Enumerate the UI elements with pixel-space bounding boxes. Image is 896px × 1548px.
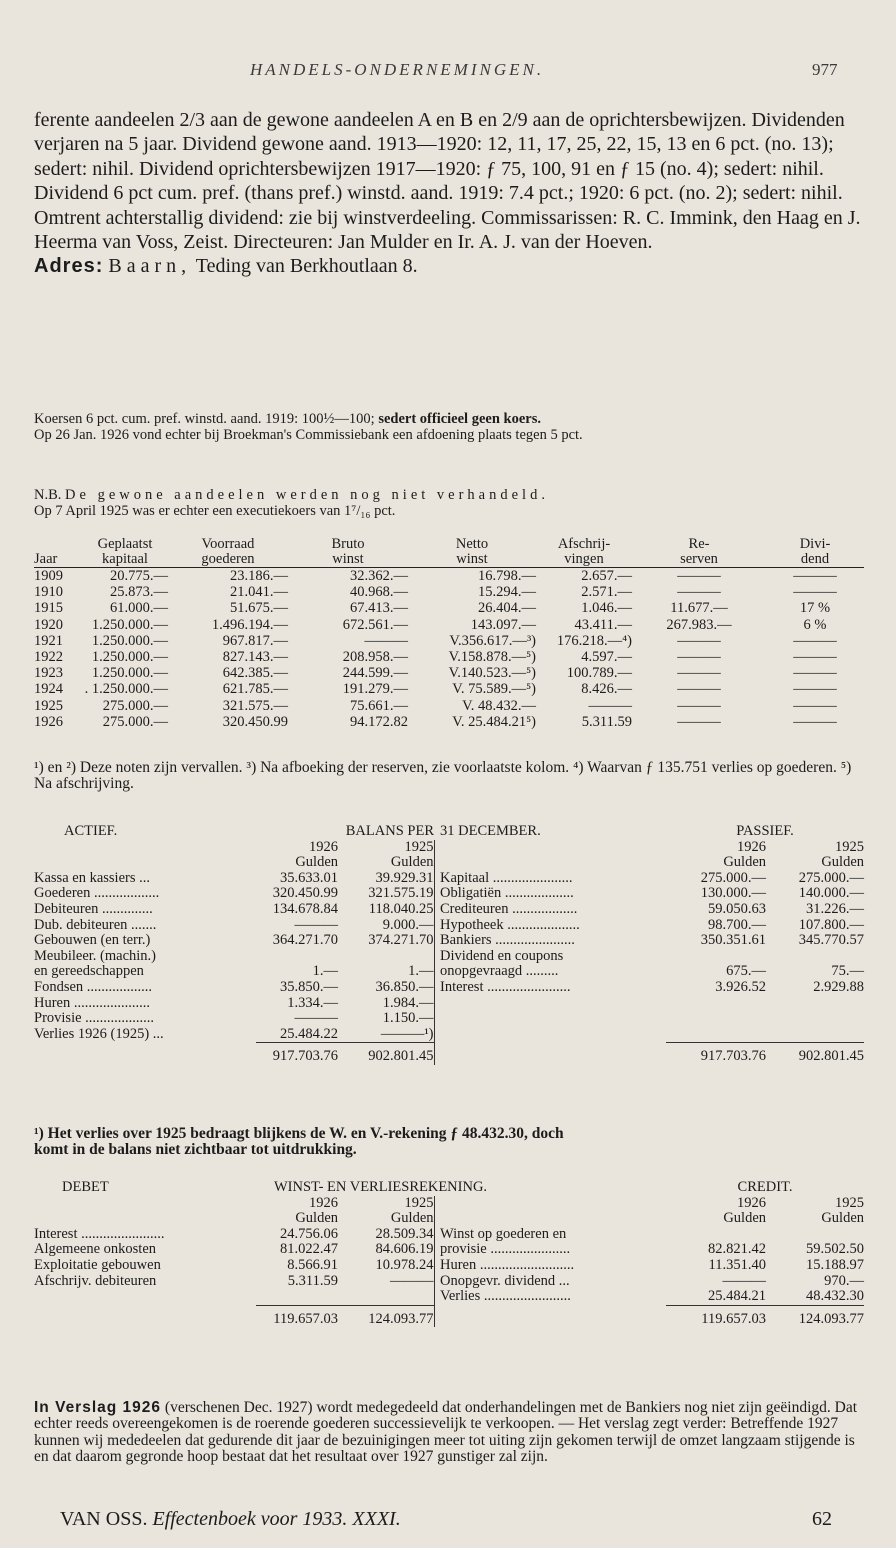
pl-totals-row (34, 1306, 864, 1328)
balance-right-label: PASSIEF. (736, 823, 794, 839)
year-table-cell: 75.661.— (350, 697, 408, 714)
balance-right-cell (666, 1027, 766, 1043)
year-table-row (34, 633, 864, 649)
balance-left-cell: Meubileer. (machin.) (34, 947, 156, 964)
balance-row (34, 902, 864, 918)
balance-footnote-line-1: ¹) Het verlies over 1925 bedraagt blijkens de W. en V.-rekening ƒ 48.432.30, doch (34, 1125, 564, 1142)
year-table-cell: 1.250.000.— (91, 665, 168, 682)
intro-paragraph: ferente aandeelen 2/3 aan de gewone aandeelen A en B en 2/9 aan de oprichtersbewijzen. Dividenden verjaren na 5 jaar. Dividend gewone aand. 1913—1920: 12, 11, 17, 25, 22, 15, 13 en 6 pct. (no. 13); sedert: nihil. Dividend oprichtersbewijzen 1917—1920: ƒ 75, 100, 91 en ƒ 15 (no. 4); sedert: nihil. Dividend 6 pct cum. pref. (thans pref.) winstd. aand. 1919: 7.4 pct.; 1920: 6 pct. (no. 2); sedert: nihil. Omtrent achterstallig dividend: zie bij winstverdeeling. Commissarissen: R. C. Immink, den Haag en J. Heerma van Voss, Zeist. Directeuren: Jan Mulder en Ir. A. J. van der Hoeven. (34, 109, 861, 254)
pl-year-1926-right: 1926 (737, 1194, 766, 1211)
year-table-header-cell: Jaar (34, 552, 82, 568)
year-table-header-cell: dend (766, 552, 864, 568)
footer-author: VAN OSS. (60, 1508, 148, 1530)
year-table-row (34, 568, 864, 585)
header-page-number: 977 (812, 60, 838, 79)
balance-title-2: 31 DECEMBER. (440, 823, 541, 839)
balance-year-1926-left: 1926 (309, 838, 338, 855)
balance-sheet (34, 824, 864, 1065)
balance-right-cell (440, 1011, 666, 1027)
pl-unit: Gulden (821, 1210, 864, 1227)
balance-right-cell (666, 996, 766, 1012)
verslag-text: (verschenen Dec. 1927) wordt medegedeeld dat onderhandelingen met de Bankiers nog niet zijn geëindigd. Dat echter reeds overeengekomen is de roerende goederen successievelijk te verkoopen. — Het verslag zegt verder: Betreffende 1927 kunnen wij mededeelen dat gedurende dit jaar de bezuinigingen meer tot uiting zijn gekomen terwijl de omzet langzaam stijgende is en dat daarom gegronde hoop bestaat dat het resultaat over 1927 gunstiger zal zijn. (34, 1399, 858, 1465)
year-table-row (34, 681, 864, 697)
balance-left-cell: 1.984.— (382, 994, 434, 1011)
year-table-cell: 967.817.— (222, 632, 288, 649)
balance-left-cell: 1.334.— (287, 994, 338, 1011)
year-table-cell: 143.097.— (470, 616, 536, 633)
year-table-cell: 11.677.— (670, 600, 728, 617)
pl-left-cell: 5.311.59 (287, 1272, 338, 1289)
year-table-header-cell: Divi- (799, 536, 831, 552)
balance-unit: Gulden (723, 854, 766, 871)
balance-right-cell: Obligatiën ................... (440, 885, 574, 902)
pl-left-cell (256, 1289, 338, 1305)
year-table-cell: 15.294.— (478, 584, 536, 601)
balance-right-cell: 107.800.— (798, 916, 864, 933)
balance-right-cell: 75.— (831, 963, 864, 980)
balance-right-cell: 31.226.— (806, 900, 864, 917)
balance-total-1925-left: 902.801.45 (368, 1048, 434, 1065)
balance-right-cell: 140.000.— (798, 885, 864, 902)
balance-right-cell (440, 996, 666, 1012)
year-table-cell: ——— (793, 568, 837, 584)
balance-right-cell (666, 949, 766, 965)
year-table-cell: 267.983.— (666, 616, 732, 633)
year-table-row (34, 665, 864, 681)
pl-unit: Gulden (390, 1210, 434, 1227)
balance-right-cell: 675.— (726, 963, 766, 980)
year-table-cell: 23.186.— (230, 568, 288, 584)
year-table-row (34, 617, 864, 633)
year-table-header-cell: Re- (688, 536, 710, 552)
year-table-cell: 176.218.—⁴) (556, 632, 632, 649)
pl-row (34, 1227, 864, 1243)
balance-right-cell: Crediteuren .................. (440, 900, 578, 917)
balance-total-1926-right: 917.703.76 (700, 1048, 766, 1065)
koersen-text: Koersen 6 pct. cum. pref. winstd. aand. 1919: 100½—100; (34, 411, 379, 427)
year-table-cell: 275.000.— (102, 697, 168, 714)
pl-left-label: DEBET (62, 1179, 109, 1195)
pl-left-cell: Afschrijv. debiteuren (34, 1272, 157, 1289)
year-table-cell: 642.385.— (222, 665, 288, 682)
balance-right-cell: 275.000.— (700, 869, 766, 886)
balance-footnote (34, 1126, 868, 1158)
nb-line-1 (34, 488, 868, 504)
balance-years-row (34, 840, 864, 856)
year-table-header-cell: winst (288, 552, 408, 568)
pl-right-cell: Huren .......................... (440, 1256, 575, 1273)
year-table-header-cell (34, 537, 82, 552)
footer-title: Effectenboek voor 1933. (152, 1508, 348, 1530)
pl-left-cell: 10.978.24 (375, 1256, 434, 1273)
year-table-cell: . 1.250.000.— (84, 681, 168, 698)
pl-years-row (34, 1196, 864, 1212)
year-table-cell: V.158.878.—⁵) (448, 649, 536, 666)
year-table (34, 537, 864, 730)
balance-right-cell: 275.000.— (798, 869, 864, 886)
pl-unit-row (34, 1211, 864, 1227)
koersen-line-1 (34, 412, 868, 428)
balance-year-1925-left: 1925 (404, 838, 434, 855)
pl-right-cell: 82.821.42 (708, 1241, 766, 1258)
balance-right-cell (666, 1011, 766, 1027)
balance-left-cell: 25.484.22 (280, 1025, 338, 1042)
year-table-row (34, 584, 864, 600)
balance-left-cell: Dub. debiteuren ....... (34, 916, 157, 933)
pl-right-cell: 48.432.30 (806, 1288, 864, 1305)
year-table-cell: 51.675.— (230, 600, 288, 617)
pl-right-cell (666, 1227, 766, 1243)
year-table-cell: 94.172.82 (350, 713, 408, 730)
pl-right-cell: Winst op goederen en (440, 1225, 567, 1242)
header-title: HANDELS-ONDERNEMINGEN. (250, 60, 545, 79)
balance-left-cell: 134.678.84 (272, 900, 338, 917)
year-table-row (34, 649, 864, 665)
year-table-cell: 1920 (34, 616, 63, 633)
balance-right-cell: 130.000.— (700, 885, 766, 902)
year-table-cell: ——— (793, 649, 837, 666)
year-table-header-cell: Bruto (331, 536, 365, 552)
balance-left-cell: 1.150.— (382, 1010, 434, 1027)
koersen-line-2: Op 26 Jan. 1926 vond echter bij Broekman's Commissiebank een afdoening plaats tegen 5 pct. (34, 426, 583, 443)
year-table-header-cell: Voorraad (201, 536, 255, 552)
pl-year-1925-right: 1925 (835, 1194, 864, 1211)
year-table-cell: ——— (677, 681, 721, 698)
verslag-block (34, 1400, 868, 1465)
pl-right-cell: 11.351.40 (708, 1256, 766, 1273)
balance-left-cell: Goederen .................. (34, 885, 160, 902)
year-table-header-row (34, 537, 864, 552)
nb-line-2: Op 7 April 1925 was er echter een executiekoers van 1⁷/₁₆ pct. (34, 502, 396, 519)
year-table-cell: 2.571.— (581, 584, 632, 601)
pl-total-1926-left: 119.657.03 (273, 1310, 338, 1327)
year-table-cell: ——— (677, 649, 721, 666)
year-table-cell: 5.311.59 (581, 713, 632, 730)
balance-total-1925-right: 902.801.45 (798, 1048, 864, 1065)
year-table-cell: ——— (677, 697, 721, 714)
year-table-cell: 1.250.000.— (91, 632, 168, 649)
year-table-cell: 321.575.— (222, 697, 288, 714)
pl-total-1925-left: 124.093.77 (368, 1310, 434, 1327)
balance-left-cell: 36.850.— (375, 978, 434, 995)
balance-unit: Gulden (295, 854, 338, 871)
pl-unit: Gulden (723, 1210, 766, 1227)
year-table-cell: 8.426.— (581, 681, 632, 698)
balance-left-cell (256, 949, 338, 965)
pl-total-1925-right: 124.093.77 (798, 1310, 864, 1327)
year-table-row (34, 600, 864, 616)
pl-row (34, 1274, 864, 1290)
nb-block (34, 488, 868, 519)
adres-street: Teding van Berkhoutlaan 8. (195, 255, 418, 278)
footer-volume: XXXI. (352, 1508, 401, 1530)
pl-right-cell: Verlies ........................ (440, 1288, 571, 1305)
pl-left-cell (338, 1289, 434, 1305)
balance-year-1926-right: 1926 (737, 838, 766, 855)
year-table-cell: 621.785.— (222, 681, 288, 698)
nb-label: N.B. (34, 487, 66, 503)
verslag-label: In Verslag 1926 (34, 1399, 162, 1416)
balance-row (34, 1011, 864, 1027)
pl-right-cell: 59.502.50 (806, 1241, 864, 1258)
pl-title-row (34, 1180, 864, 1196)
balance-row (34, 886, 864, 902)
adres-line (34, 254, 868, 278)
balance-right-cell: 2.929.88 (813, 978, 864, 995)
year-table-header-cell: Netto (455, 536, 489, 552)
year-table-cell: ——— (793, 697, 837, 714)
balance-left-cell: Provisie ................... (34, 1010, 155, 1027)
pl-row (34, 1242, 864, 1258)
balance-footnote-line-2: komt in de balans niet zichtbaar tot uitdrukking. (34, 1141, 357, 1158)
balance-left-cell: 374.271.70 (368, 932, 434, 949)
year-table-cell: 2.657.— (581, 568, 632, 584)
pl-row (34, 1258, 864, 1274)
year-table-cell: ——— (793, 584, 837, 601)
year-table-cell: ——— (677, 713, 721, 730)
balance-left-cell: Debiteuren .............. (34, 900, 153, 917)
year-table-cell: ——— (793, 665, 837, 682)
pl-unit: Gulden (295, 1210, 338, 1227)
year-table-cell: V. 75.589.—⁵) (452, 681, 536, 698)
year-table-cell: 4.597.— (581, 649, 632, 666)
pl-left-cell: 24.756.06 (280, 1225, 338, 1242)
pl-left-cell: ——— (390, 1272, 434, 1289)
year-table-cell: 1921 (34, 632, 63, 649)
balance-left-cell: 1.— (408, 963, 434, 980)
year-table-cell: 1924 (34, 681, 63, 698)
balance-right-cell: 3.926.52 (715, 978, 766, 995)
footer-page: 62 (812, 1508, 832, 1530)
year-table-header-cell: vingen (536, 552, 632, 568)
year-table-cell: 1.046.— (581, 600, 632, 617)
year-table-cell: 67.413.— (350, 600, 408, 617)
year-table-cell: 26.404.— (478, 600, 536, 617)
pl-left-cell: Algemeene onkosten (34, 1241, 157, 1258)
koersen-block (34, 412, 868, 443)
balance-right-cell: Bankiers ...................... (440, 932, 575, 949)
pl-right-cell: provisie ...................... (440, 1241, 571, 1258)
balance-left-cell: Fondsen .................. (34, 978, 153, 995)
year-table-cell: 1.250.000.— (91, 616, 168, 633)
pl-left-cell: Interest ....................... (34, 1225, 165, 1242)
year-table-cell: ——— (793, 713, 837, 730)
adres-label: Adres: (34, 255, 104, 278)
balance-right-cell: 345.770.57 (798, 932, 864, 949)
balance-row (34, 933, 864, 949)
year-table-cell: 1922 (34, 649, 63, 666)
balance-left-cell (338, 949, 434, 965)
year-table-cell: ——— (364, 632, 408, 649)
balance-right-cell (766, 996, 864, 1012)
year-table-cell: 1925 (34, 697, 63, 714)
year-table-cell: ——— (588, 697, 632, 714)
year-table-cell: 1923 (34, 665, 63, 682)
balance-left-cell: Kassa en kassiers ... (34, 869, 150, 886)
year-table-cell: 1.496.194.— (211, 616, 288, 633)
balance-left-cell: ——— (294, 1010, 338, 1027)
pl-left-cell: 84.606.19 (375, 1241, 434, 1258)
balance-row (34, 949, 864, 965)
balance-total-1926-left: 917.703.76 (272, 1048, 338, 1065)
balance-title-row (34, 824, 864, 840)
pl-right-cell (766, 1227, 864, 1243)
balance-row (34, 918, 864, 934)
year-table-cell: V. 25.484.21⁵) (452, 713, 536, 730)
balance-right-cell: onopgevraagd ......... (440, 963, 559, 980)
balance-right-cell (766, 1011, 864, 1027)
balance-unit: Gulden (390, 854, 434, 871)
year-table-cell: V. 48.432.— (462, 697, 536, 714)
year-table-row (34, 714, 864, 730)
year-table-header-cell: serven (632, 552, 766, 568)
year-table-cell: 1910 (34, 584, 63, 601)
year-table-cell: 100.789.— (566, 665, 632, 682)
year-table-cell: 827.143.— (222, 649, 288, 666)
year-table-cell: 244.599.— (342, 665, 408, 682)
pl-title: WINST- EN VERLIESREKENING. (274, 1179, 488, 1195)
pl-left-cell: 28.509.34 (375, 1225, 434, 1242)
running-header (0, 60, 896, 84)
pl-year-1925-left: 1925 (404, 1194, 434, 1211)
year-table-cell: ——— (677, 584, 721, 601)
year-table-footnote: ¹) en ²) Deze noten zijn vervallen. ³) Na afboeking der reserven, zie voorlaatste kolom. ⁴) Waarvan ƒ 135.751 verlies op goederen. ⁵) Na afschrijving. (34, 759, 852, 792)
adres-place: Baarn, (108, 255, 192, 278)
pl-left-cell: Exploitatie gebouwen (34, 1256, 161, 1273)
year-table-cell: ——— (677, 568, 721, 584)
balance-title: BALANS PER (345, 823, 434, 839)
pl-right-cell: 15.188.97 (806, 1256, 864, 1273)
balance-left-cell: Verlies 1926 (1925) ... (34, 1025, 164, 1042)
balance-right-cell (766, 1027, 864, 1043)
year-table-cell: 16.798.— (478, 568, 536, 584)
year-table-row (34, 698, 864, 714)
year-table-header-cell: Afschrij- (557, 536, 611, 552)
year-table-cell: 40.968.— (350, 584, 408, 601)
balance-row (34, 871, 864, 887)
balance-left-cell: 39.929.31 (375, 869, 434, 886)
pl-row (34, 1289, 864, 1305)
year-table-header-cell: winst (408, 552, 536, 568)
profit-loss-account (34, 1180, 864, 1327)
balance-unit-row (34, 855, 864, 871)
balance-year-1925-right: 1925 (835, 838, 864, 855)
balance-right-cell: 98.700.— (708, 916, 766, 933)
balance-row (34, 996, 864, 1012)
year-table-cell: 43.411.— (574, 616, 632, 633)
year-table-cell: 208.958.— (342, 649, 408, 666)
nb-text: De gewone aandeelen werden nog niet verhandeld. (65, 487, 549, 503)
pl-right-cell: Onopgevr. dividend ... (440, 1272, 570, 1289)
balance-left-cell: Gebouwen (en terr.) (34, 932, 151, 949)
year-table-cell: ——— (793, 681, 837, 698)
balance-left-cell: ——— (294, 916, 338, 933)
balance-right-cell: 59.050.63 (708, 900, 766, 917)
balance-left-cell: ———¹) (380, 1025, 434, 1042)
balance-totals-row (34, 1043, 864, 1065)
year-table-cell: 25.873.— (110, 584, 168, 601)
year-table-cell: 61.000.— (110, 600, 168, 617)
year-table-cell: ——— (793, 632, 837, 649)
balance-right-cell: Interest ....................... (440, 978, 571, 995)
pl-right-cell: 970.— (824, 1272, 864, 1289)
year-table-header-cell: Geplaatst (97, 536, 153, 552)
verslag-paragraph (34, 1400, 868, 1465)
pl-right-cell: 25.484.21 (708, 1288, 766, 1305)
balance-right-cell: Hypotheek .................... (440, 916, 580, 933)
year-table-cell: 320.450.99 (222, 713, 288, 730)
year-table-cell: V.140.523.—⁵) (448, 665, 536, 682)
year-table-cell: ——— (677, 632, 721, 649)
pl-year-1926-left: 1926 (309, 1194, 338, 1211)
balance-left-cell: Huren ..................... (34, 994, 150, 1011)
balance-left-cell: 320.450.99 (272, 885, 338, 902)
balance-right-cell: Dividend en coupons (440, 947, 564, 964)
pl-right-cell: ——— (722, 1272, 766, 1289)
balance-right-cell (766, 949, 864, 965)
pl-total-1926-right: 119.657.03 (701, 1310, 766, 1327)
balance-left-cell: 321.575.19 (368, 885, 434, 902)
year-table-cell: 275.000.— (102, 713, 168, 730)
balance-row (34, 964, 864, 980)
balance-left-cell: 9.000.— (382, 916, 434, 933)
year-table-cell: 1909 (34, 568, 63, 584)
year-table-cell: 32.362.— (350, 568, 408, 584)
balance-row (34, 1027, 864, 1043)
balance-left-cell: 35.850.— (280, 978, 338, 995)
koersen-bold: sedert officieel geen koers. (378, 411, 541, 427)
company-description (34, 108, 868, 279)
balance-left-label: ACTIEF. (64, 823, 118, 839)
balance-right-cell (440, 1027, 666, 1043)
year-table-cell: 17 % (799, 600, 831, 617)
year-table-header-cell: goederen (168, 552, 288, 568)
year-table-cell: V.356.617.—³) (449, 632, 536, 649)
balance-left-cell: 118.040.25 (368, 900, 434, 917)
balance-left-cell: 35.633.01 (280, 869, 338, 886)
balance-left-cell: en gereedschappen (34, 963, 144, 980)
balance-unit: Gulden (821, 854, 864, 871)
pl-left-cell (34, 1289, 256, 1305)
pl-left-cell: 81.022.47 (280, 1241, 338, 1258)
year-table-cell: 1926 (34, 713, 63, 730)
year-table-cell: 20.775.— (110, 568, 168, 584)
balance-right-cell: 350.351.61 (700, 932, 766, 949)
year-table-header-cell: kapitaal (82, 552, 168, 568)
pl-left-cell: 8.566.91 (287, 1256, 338, 1273)
year-table-cell: 1.250.000.— (91, 649, 168, 666)
balance-right-cell: Kapitaal ...................... (440, 869, 573, 886)
balance-left-cell: 364.271.70 (272, 932, 338, 949)
year-table-cell: 1915 (34, 600, 63, 617)
page-footer (60, 1508, 832, 1531)
pl-right-label: CREDIT. (737, 1179, 793, 1195)
year-table-header-row (34, 552, 864, 568)
year-table-cell: 6 % (803, 616, 827, 633)
year-table-cell: 672.561.— (342, 616, 408, 633)
balance-row (34, 980, 864, 996)
balance-left-cell: 1.— (312, 963, 338, 980)
year-table-cell: 191.279.— (342, 681, 408, 698)
year-table-cell: 21.041.— (230, 584, 288, 601)
year-table-cell: ——— (677, 665, 721, 682)
